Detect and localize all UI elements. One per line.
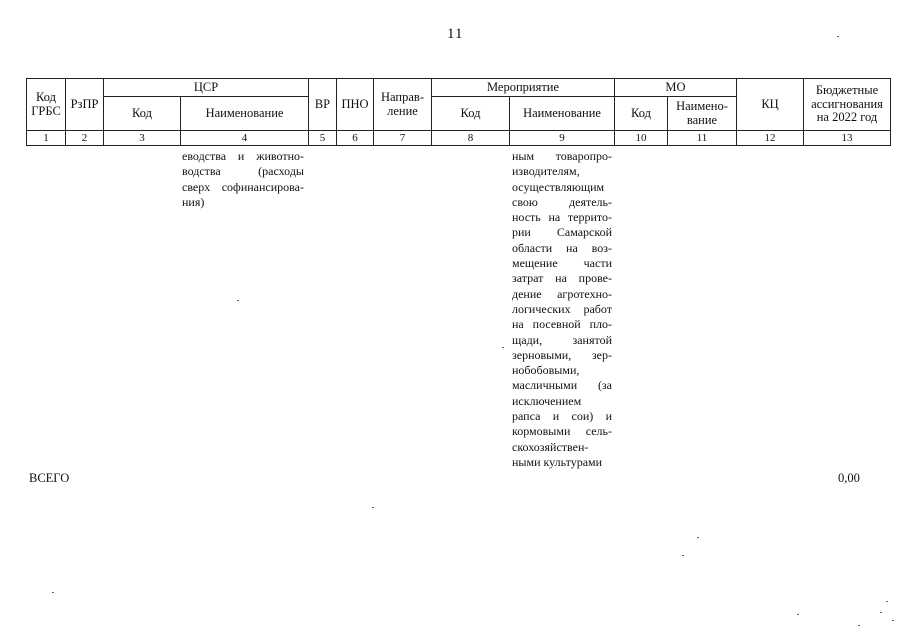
scan-speck bbox=[837, 36, 839, 37]
column-number: 9 bbox=[510, 131, 615, 146]
header-csr-name: Наименование bbox=[181, 97, 309, 131]
header-mer-kod: Код bbox=[432, 97, 510, 131]
column-number: 4 bbox=[181, 131, 309, 146]
meropriyatie-name-text bbox=[512, 149, 612, 470]
text-line: скохозяйствен- bbox=[512, 439, 589, 454]
text-line: зерновыми, зер- bbox=[512, 347, 612, 362]
scan-speck bbox=[237, 300, 239, 301]
column-number: 6 bbox=[337, 131, 374, 146]
text-line: нобобовыми, bbox=[512, 363, 580, 378]
scan-speck bbox=[892, 620, 894, 621]
text-line: свою деятель- bbox=[512, 194, 612, 209]
column-number: 1 bbox=[27, 131, 66, 146]
header-meropriyatie: Мероприятие bbox=[432, 79, 615, 97]
text-line: щади, занятой bbox=[512, 332, 612, 347]
text-line: изводителям, bbox=[512, 164, 580, 179]
header-mo-name: Наимено-вание bbox=[668, 97, 737, 131]
text-line: ния) bbox=[182, 194, 205, 209]
scan-speck bbox=[52, 592, 54, 593]
column-number: 8 bbox=[432, 131, 510, 146]
scan-speck bbox=[886, 601, 888, 602]
scan-speck bbox=[880, 612, 882, 613]
scan-speck bbox=[797, 614, 799, 615]
text-line: дение агротехно- bbox=[512, 286, 612, 301]
column-number: 7 bbox=[374, 131, 432, 146]
text-line: рии Самарской bbox=[512, 225, 612, 240]
column-number: 2 bbox=[66, 131, 104, 146]
budget-table bbox=[26, 78, 891, 146]
text-line: логических работ bbox=[512, 301, 612, 316]
header-mo: МО bbox=[615, 79, 737, 97]
text-line: ность на террито- bbox=[512, 210, 612, 225]
text-line: ным товаропро- bbox=[512, 149, 612, 163]
column-number: 10 bbox=[615, 131, 668, 146]
text-line: на посевной пло- bbox=[512, 317, 612, 332]
header-budget: Бюджетные ассигнования на 2022 год bbox=[804, 79, 891, 131]
csr-name-text bbox=[182, 149, 304, 210]
total-value: 0,00 bbox=[838, 471, 860, 485]
text-line: масличными (за bbox=[512, 378, 612, 393]
scan-speck bbox=[682, 555, 684, 556]
column-number: 5 bbox=[309, 131, 337, 146]
scan-speck bbox=[372, 507, 374, 508]
header-pno: ПНО bbox=[337, 79, 374, 131]
column-number: 13 bbox=[804, 131, 891, 146]
header-mer-name: Наименование bbox=[510, 97, 615, 131]
header-csr-kod: Код bbox=[104, 97, 181, 131]
column-number: 11 bbox=[668, 131, 737, 146]
header-kc: КЦ bbox=[737, 79, 804, 131]
text-line: затрат на прове- bbox=[512, 271, 612, 286]
scan-speck bbox=[502, 347, 504, 348]
text-line: осуществляющим bbox=[512, 179, 605, 194]
column-number: 3 bbox=[104, 131, 181, 146]
scan-speck bbox=[697, 537, 699, 538]
text-line: еводства и животно- bbox=[182, 149, 304, 163]
text-line: кормовыми сель- bbox=[512, 424, 612, 439]
total-label: ВСЕГО bbox=[29, 471, 70, 485]
scan-speck bbox=[858, 625, 860, 626]
text-line: ными культурами bbox=[512, 454, 603, 469]
header-mo-kod: Код bbox=[615, 97, 668, 131]
header-rzpr: РзПР bbox=[66, 79, 104, 131]
column-number-row bbox=[27, 131, 891, 146]
header-csr: ЦСР bbox=[104, 79, 309, 97]
text-line: исключением bbox=[512, 393, 582, 408]
header-vr: ВР bbox=[309, 79, 337, 131]
header-napravlenie: Направ-ление bbox=[374, 79, 432, 131]
text-line: рапса и сои) и bbox=[512, 409, 612, 424]
text-line: области на воз- bbox=[512, 240, 612, 255]
text-line: мещение части bbox=[512, 256, 612, 271]
header-kod-grbs: Код ГРБС bbox=[27, 79, 66, 131]
column-number: 12 bbox=[737, 131, 804, 146]
text-line: сверх софинансирова- bbox=[182, 179, 304, 194]
page-number: 11 bbox=[447, 26, 464, 42]
text-line: водства (расходы bbox=[182, 164, 304, 179]
